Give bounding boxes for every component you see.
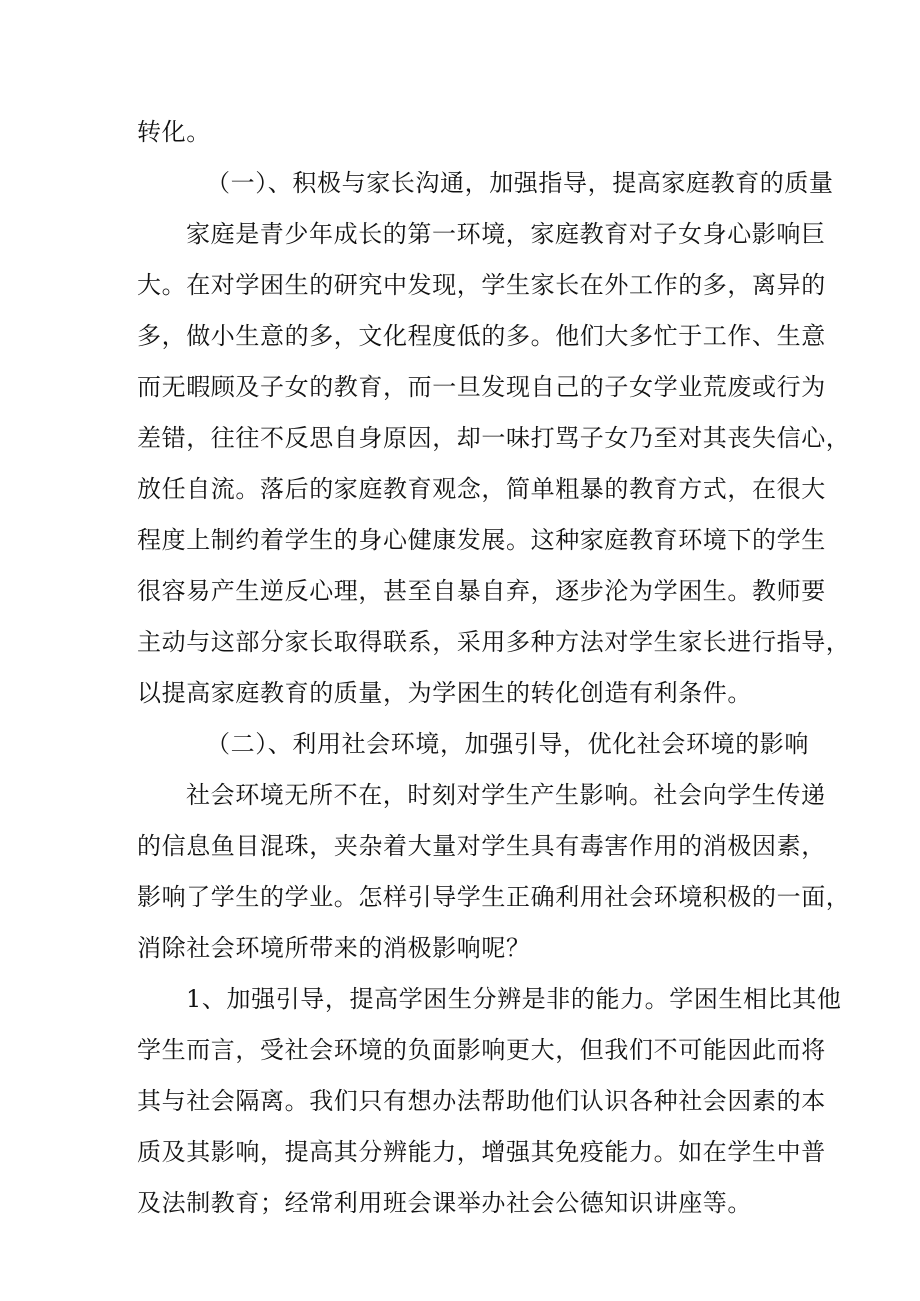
paragraph-line: 主动与这部分家长取得联系，采用多种方法对学生家长进行指导， — [137, 628, 851, 656]
paragraph-line: 的信息鱼目混珠，夹杂着大量对学生具有毒害作用的消极因素， — [137, 832, 826, 860]
paragraph-line: 程度上制约着学生的身心健康发展。这种家庭教育环境下的学生 — [137, 526, 826, 554]
paragraph-line: 以提高家庭教育的质量，为学困生的转化创造有利条件。 — [137, 679, 752, 707]
paragraph-line: 社会环境无所不在，时刻对学生产生影响。社会向学生传递 — [186, 781, 826, 809]
paragraph-line: 其与社会隔离。我们只有想办法帮助他们认识各种社会因素的本 — [137, 1087, 826, 1115]
numbered-item-1: 1、加强引导，提高学困生分辨是非的能力。学困生相比其他 — [186, 985, 842, 1013]
paragraph-line: 放任自流。落后的家庭教育观念，简单粗暴的教育方式，在很大 — [137, 475, 826, 503]
paragraph-line: 学生而言，受社会环境的负面影响更大，但我们不可能因此而将 — [137, 1036, 826, 1064]
section-heading-1: （一）、积极与家长沟通，加强指导，提高家庭教育的质量 — [206, 169, 834, 197]
paragraph-line: 很容易产生逆反心理，甚至自暴自弃，逐步沦为学困生。教师要 — [137, 577, 826, 605]
paragraph-line: 大。在对学困生的研究中发现，学生家长在外工作的多，离异的 — [137, 271, 826, 299]
paragraph-line: 质及其影响，提高其分辨能力，增强其免疫能力。如在学生中普 — [137, 1138, 826, 1166]
paragraph-line: 影响了学生的学业。怎样引导学生正确利用社会环境积极的一面， — [137, 883, 851, 911]
paragraph-line: 家庭是青少年成长的第一环境，家庭教育对子女身心影响巨 — [186, 220, 826, 248]
paragraph-line: 消除社会环境所带来的消极影响呢？ — [137, 934, 531, 962]
paragraph-line: 而无暇顾及子女的教育，而一旦发现自己的子女学业荒废或行为 — [137, 373, 826, 401]
paragraph-line: 及法制教育；经常利用班会课举办社会公德知识讲座等。 — [137, 1189, 752, 1217]
paragraph-line: 差错，往往不反思自身原因，却一味打骂子女乃至对其丧失信心， — [137, 424, 851, 452]
section-heading-2: （二）、利用社会环境，加强引导，优化社会环境的影响 — [206, 730, 809, 758]
paragraph-line: 转化。 — [137, 118, 211, 146]
paragraph-line: 多，做小生意的多，文化程度低的多。他们大多忙于工作、生意 — [137, 322, 826, 350]
